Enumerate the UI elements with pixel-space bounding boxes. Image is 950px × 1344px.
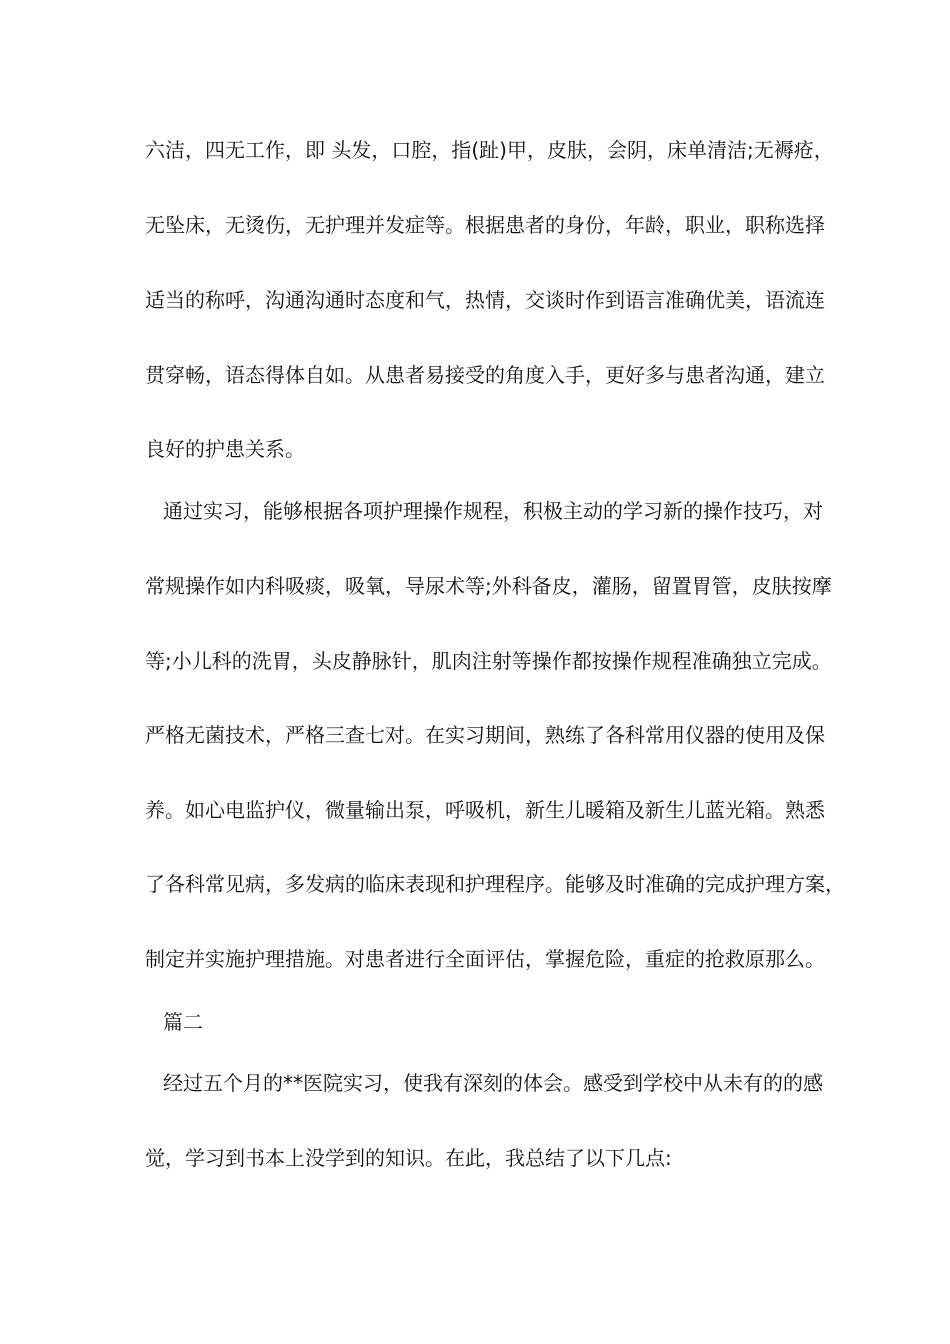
paragraph-first-line: 经过五个月的**医院实习，使我有深刻的体会。感受到学校中从未有的的感 [163, 1071, 823, 1095]
text-line: 贯穿畅，语态得体自如。从患者易接受的角度入手，更好多与患者沟通，建立 [145, 363, 825, 387]
text-line: 等;小儿科的洗胃，头皮静脉针，肌肉注射等操作都按操作规程准确独立完成。 [145, 649, 832, 673]
text-line: 常规操作如内科吸痰，吸氧，导尿术等;外科备皮，灌肠，留置胃管，皮肤按摩 [145, 574, 832, 598]
text-line: 觉，学习到书本上没学到的知识。在此，我总结了以下几点: [145, 1146, 672, 1170]
text-line: 六洁，四无工作，即 头发，口腔，指(趾)甲，皮肤，会阴，床单清洁;无褥疮， [145, 138, 834, 162]
text-line: 适当的称呼，沟通沟通时态度和气，热情，交谈时作到语言准确优美，语流连 [145, 288, 825, 312]
text-line: 制定并实施护理措施。对患者进行全面评估，掌握危险，重症的抢救原那么。 [145, 947, 825, 971]
text-line: 无坠床，无烫伤，无护理并发症等。根据患者的身份，年龄，职业，职称选择 [145, 213, 825, 237]
text-line: 养。如心电监护仪，微量输出泵，呼吸机，新生儿暖箱及新生儿蓝光箱。熟悉 [145, 798, 825, 822]
paragraph-first-line: 通过实习，能够根据各项护理操作规程，积极主动的学习新的操作技巧，对 [163, 499, 823, 523]
text-line: 了各科常见病，多发病的临床表现和护理程序。能够及时准确的完成护理方案， [145, 872, 845, 896]
text-line: 良好的护患关系。 [145, 437, 305, 461]
text-line: 严格无菌技术，严格三查七对。在实习期间，熟练了各科常用仪器的使用及保 [145, 723, 825, 747]
section-heading: 篇二 [163, 1010, 203, 1034]
